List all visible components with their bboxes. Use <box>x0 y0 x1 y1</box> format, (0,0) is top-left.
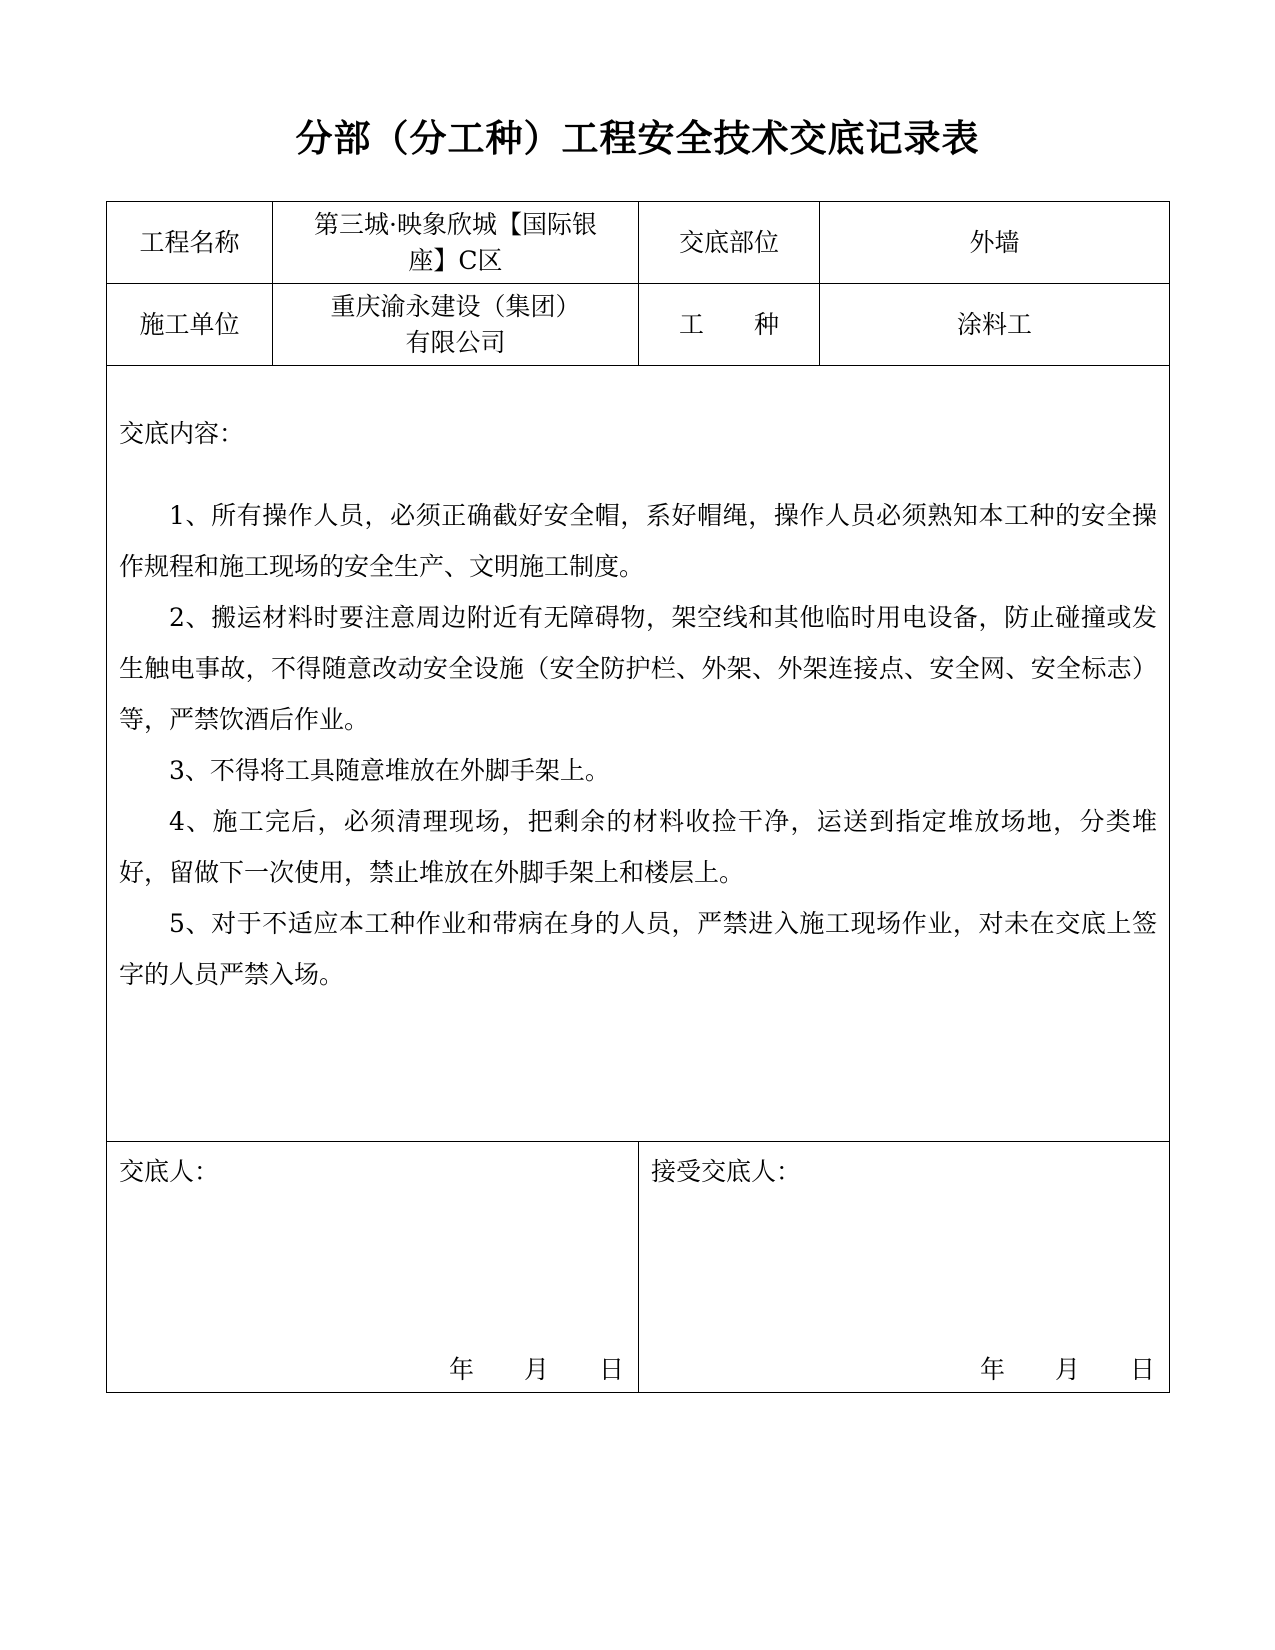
giver-label: 交底人： <box>119 1157 220 1186</box>
content-item-4: 4、施工完后，必须清理现场，把剩余的材料收捡干净，运送到指定堆放场地，分类堆好，留做下一次使用，禁止堆放在外脚手架上和楼层上。 <box>119 807 1157 887</box>
contractor-label: 施工单位 <box>107 284 273 366</box>
document-title: 分部（分工种）工程安全技术交底记录表 <box>295 116 980 160</box>
contractor-line-2: 有限公司 <box>405 327 506 357</box>
receiver-label: 接受交底人： <box>651 1157 802 1186</box>
content-item-2: 2、搬运材料时要注意周边附近有无障碍物，架空线和其他临时用电设备，防止碰撞或发生触电事故，不得随意改动安全设施（安全防护栏、外架、外架连接点、安全网、安全标志）等，严禁饮酒后作业。 <box>119 603 1157 734</box>
project-name-line-2: 座】C区 <box>408 245 503 275</box>
contractor-value <box>273 284 639 366</box>
trade-label: 工 种 <box>639 284 820 366</box>
content-item-1: 1、所有操作人员，必须正确截好安全帽，系好帽绳，操作人员必须熟知本工种的安全操作规程和施工现场的安全生产、文明施工制度。 <box>119 501 1157 581</box>
content-heading: 交底内容： <box>119 419 245 448</box>
header-row-project <box>107 202 1170 284</box>
briefing-location-value: 外墙 <box>820 202 1170 284</box>
signature-row <box>107 1142 1170 1393</box>
giver-signature-cell[interactable] <box>107 1142 639 1393</box>
briefing-location-label: 交底部位 <box>639 202 820 284</box>
trade-value: 涂料工 <box>820 284 1170 366</box>
content-item-3: 3、不得将工具随意堆放在外脚手架上。 <box>169 756 610 785</box>
header-row-contractor <box>107 284 1170 366</box>
briefing-content <box>107 366 1170 1142</box>
safety-briefing-form <box>106 201 1170 1393</box>
project-name-value <box>273 202 639 284</box>
content-row <box>107 366 1170 1142</box>
receiver-signature-cell[interactable] <box>639 1142 1170 1393</box>
receiver-date: 年 月 日 <box>979 1355 1155 1384</box>
giver-date: 年 月 日 <box>448 1355 624 1384</box>
content-item-5: 5、对于不适应本工种作业和带病在身的人员，严禁进入施工现场作业，对未在交底上签字的人员严禁入场。 <box>119 909 1157 989</box>
project-name-line-1: 第三城·映象欣城【国际银 <box>314 209 597 239</box>
contractor-line-1: 重庆渝永建设（集团） <box>330 291 581 321</box>
project-name-label: 工程名称 <box>107 202 273 284</box>
